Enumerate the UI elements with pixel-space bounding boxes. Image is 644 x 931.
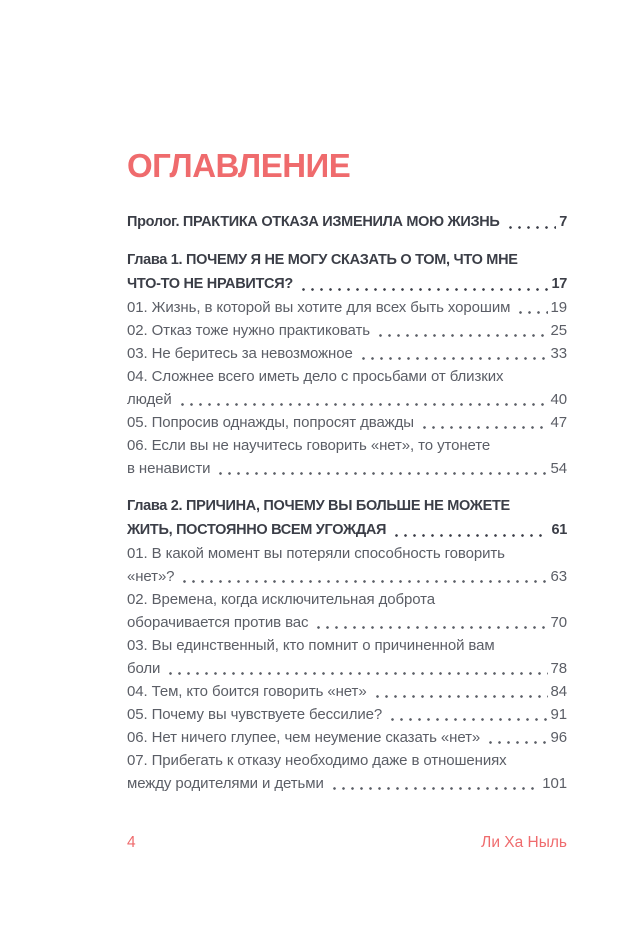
- toc-item-entry: [127, 319, 567, 342]
- toc-page-number: 17: [551, 276, 567, 292]
- toc-page-number: 101: [542, 775, 567, 792]
- toc-item-entry: [127, 680, 567, 703]
- dot-leader: [388, 703, 547, 726]
- toc-entry-title: ЧТО-ТО НЕ НРАВИТСЯ?: [127, 276, 293, 292]
- toc-page-number: 84: [550, 683, 567, 700]
- toc-chapter-entry: [127, 248, 567, 296]
- toc-page-number: 78: [550, 660, 567, 677]
- toc-entry-last-line: [127, 726, 567, 749]
- toc-entry-title: Пролог. ПРАКТИКА ОТКАЗА ИЗМЕНИЛА МОЮ ЖИЗНЬ: [127, 214, 500, 230]
- table-of-contents: [127, 210, 567, 795]
- toc-entry-title: 05. Попросив однажды, попросят дважды: [127, 414, 414, 431]
- toc-entry-last-line: [127, 272, 567, 296]
- toc-entry-line: 07. Прибегать к отказу необходимо даже в отношениях: [127, 752, 507, 769]
- toc-item-entry: [127, 296, 567, 319]
- dot-leader: [516, 296, 547, 319]
- toc-entry-last-line: [127, 565, 567, 588]
- toc-entry-title: боли: [127, 660, 161, 677]
- dot-leader: [392, 518, 548, 542]
- toc-item-entry: [127, 542, 567, 588]
- toc-page-number: 33: [550, 345, 567, 362]
- toc-entry-title: ЖИТЬ, ПОСТОЯННО ВСЕМ УГОЖДАЯ: [127, 522, 387, 538]
- toc-page-number: 96: [550, 729, 567, 746]
- toc-entry-title: оборачивается против вас: [127, 614, 309, 631]
- toc-entry-line: Глава 2. ПРИЧИНА, ПОЧЕМУ ВЫ БОЛЬШЕ НЕ МОЖЕТЕ: [127, 498, 510, 514]
- page-footer: [127, 833, 567, 853]
- toc-entry-title: «нет»?: [127, 568, 175, 585]
- toc-item-entry: [127, 365, 567, 411]
- toc-entry-line: 02. Времена, когда исключительная доброта: [127, 591, 435, 608]
- toc-entry-last-line: [127, 457, 567, 480]
- dot-leader: [420, 411, 548, 434]
- toc-page-number: 47: [550, 414, 567, 431]
- toc-item-entry: [127, 749, 567, 795]
- dot-leader: [180, 565, 547, 588]
- toc-entry-last-line: [127, 319, 567, 342]
- dot-leader: [299, 272, 549, 296]
- dot-leader: [330, 772, 540, 795]
- footer-author: Ли Ха Ныль: [481, 834, 567, 851]
- toc-item-entry: [127, 634, 567, 680]
- toc-entry-last-line: [127, 611, 567, 634]
- toc-page-number: 61: [551, 522, 567, 538]
- toc-entry-last-line: [127, 388, 567, 411]
- toc-entry-last-line: [127, 210, 567, 234]
- toc-page-number: 63: [550, 568, 567, 585]
- dot-leader: [376, 319, 548, 342]
- dot-leader: [359, 342, 548, 365]
- toc-entry-title: 06. Нет ничего глупее, чем неумение сказать «нет»: [127, 729, 481, 746]
- toc-entry-last-line: [127, 342, 567, 365]
- toc-entry-title: в ненависти: [127, 460, 211, 477]
- toc-entry-line: Глава 1. ПОЧЕМУ Я НЕ МОГУ СКАЗАТЬ О ТОМ, ЧТО МНЕ: [127, 252, 518, 268]
- toc-item-entry: [127, 726, 567, 749]
- toc-item-entry: [127, 588, 567, 634]
- toc-entry-title: 03. Не беритесь за невозможное: [127, 345, 353, 362]
- toc-entry-title: между родителями и детьми: [127, 775, 324, 792]
- toc-entry-line: 01. В какой момент вы потеряли способность говорить: [127, 545, 505, 562]
- dot-leader: [178, 388, 548, 411]
- toc-item-entry: [127, 411, 567, 434]
- folio-page-number: 4: [127, 834, 136, 851]
- toc-entry-title: людей: [127, 391, 172, 408]
- toc-entry-title: 04. Тем, кто боится говорить «нет»: [127, 683, 367, 700]
- toc-page-number: 54: [550, 460, 567, 477]
- toc-entry-last-line: [127, 703, 567, 726]
- toc-entry-title: 01. Жизнь, в которой вы хотите для всех быть хорошим: [127, 299, 511, 316]
- toc-item-entry: [127, 434, 567, 480]
- toc-chapter-entry: [127, 210, 567, 234]
- toc-page-number: 40: [550, 391, 567, 408]
- toc-entry-last-line: [127, 296, 567, 319]
- toc-page-number: 70: [550, 614, 567, 631]
- dot-leader: [373, 680, 548, 703]
- dot-leader: [506, 210, 557, 234]
- toc-entry-line: 03. Вы единственный, кто помнит о причиненной вам: [127, 637, 495, 654]
- toc-entry-last-line: [127, 657, 567, 680]
- toc-entry-line: 06. Если вы не научитесь говорить «нет», то утонете: [127, 437, 491, 454]
- page-title: ОГЛАВЛЕНИЕ: [127, 147, 351, 184]
- toc-entry-title: 02. Отказ тоже нужно практиковать: [127, 322, 370, 339]
- toc-chapter-entry: [127, 494, 567, 542]
- dot-leader: [216, 457, 547, 480]
- toc-item-entry: [127, 342, 567, 365]
- toc-item-entry: [127, 703, 567, 726]
- toc-entry-last-line: [127, 411, 567, 434]
- toc-entry-last-line: [127, 680, 567, 703]
- toc-entry-last-line: [127, 518, 567, 542]
- dot-leader: [314, 611, 547, 634]
- toc-page-number: 19: [550, 299, 567, 316]
- toc-entry-line: 04. Сложнее всего иметь дело с просьбами от близких: [127, 368, 504, 385]
- toc-page-number: 91: [550, 706, 567, 723]
- toc-entry-last-line: [127, 772, 567, 795]
- dot-leader: [486, 726, 547, 749]
- toc-page-number: 25: [550, 322, 567, 339]
- toc-entry-title: 05. Почему вы чувствуете бессилие?: [127, 706, 383, 723]
- toc-page-number: 7: [559, 214, 567, 230]
- dot-leader: [166, 657, 547, 680]
